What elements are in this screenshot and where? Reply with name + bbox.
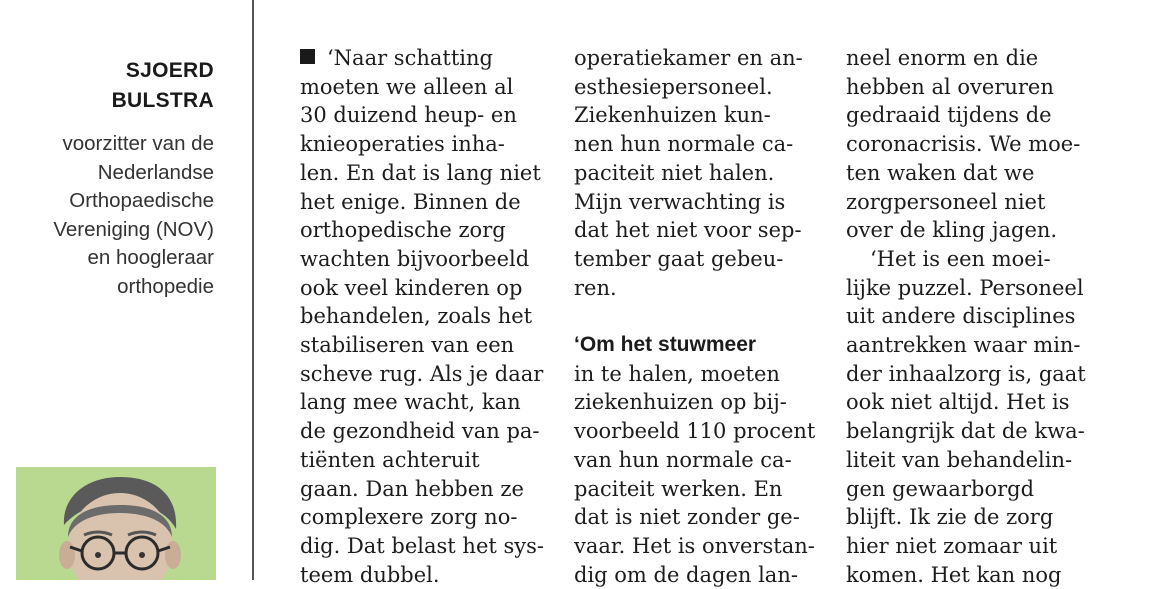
pull-quote-heading: ‘Om het stuwmeer	[574, 333, 757, 357]
article-line: knieoperaties inha-	[300, 132, 505, 157]
article-line: 30 duizend heup- en	[300, 103, 517, 128]
article-line: ten waken dat we	[846, 160, 1035, 185]
article-line: paciteit werken. En	[574, 476, 783, 501]
byline-sidebar	[0, 0, 232, 580]
author-last-name: BULSTRA	[111, 89, 214, 112]
article-line: het enige. Binnen de	[300, 189, 521, 214]
article-line: dat het niet voor sep-	[574, 218, 802, 243]
article-line: nen hun normale ca-	[574, 132, 794, 157]
article-line: dig om de dagen lan-	[574, 562, 798, 587]
article-line: der inhaalzorg is, gaat	[846, 361, 1086, 386]
article-line: zorgpersoneel niet	[846, 189, 1046, 214]
article-line: blijft. Ik zie de zorg	[846, 505, 1054, 530]
article-line: Mijn verwachting is	[574, 189, 786, 214]
article-line: van hun normale ca-	[574, 447, 792, 472]
article-line: stabiliseren van een	[300, 333, 515, 358]
article-line: lang mee wacht, kan	[300, 390, 521, 415]
article-column-3	[846, 44, 1094, 589]
article-line: hebben al overuren	[846, 74, 1054, 99]
article-line: neel enorm en die	[846, 46, 1039, 70]
role-line: orthopedie	[117, 274, 214, 298]
article-line: moeten we alleen al	[300, 74, 514, 99]
article-line: liteit van behandelin-	[846, 447, 1073, 472]
article-line: uit andere disciplines	[846, 304, 1076, 329]
article-line: gedraaid tijdens de	[846, 103, 1052, 128]
article-line: len. En dat is lang niet	[300, 160, 541, 185]
column-divider	[252, 0, 254, 580]
article-line: in te halen, moeten	[574, 361, 780, 386]
article-line: ren.	[574, 275, 617, 300]
article-line: hier niet zomaar uit	[846, 533, 1058, 558]
article-line: wachten bijvoorbeeld	[300, 246, 530, 271]
article-line: behandelen, zoals het	[300, 304, 533, 329]
article-line: ook niet altijd. Het is	[846, 390, 1070, 415]
author-role	[53, 130, 214, 302]
article-line: ‘Het is een moei-	[870, 246, 1051, 271]
article-column-1	[300, 44, 548, 589]
article-line: tember gaat gebeu-	[574, 246, 784, 271]
article-column-2	[574, 44, 822, 589]
article-line: operatiekamer en an-	[574, 46, 803, 70]
role-line: Nederlandse	[97, 160, 214, 184]
article-line: dig. Dat belast het sys-	[300, 533, 545, 558]
article-line: Ziekenhuizen kun-	[574, 103, 771, 128]
article-line: gen gewaarborgd	[846, 476, 1035, 501]
author-first-name: SJOERD	[125, 59, 214, 82]
article-line: gaan. Dan hebben ze	[300, 476, 524, 501]
portrait-illustration	[16, 467, 216, 580]
article-line: lijke puzzel. Personeel	[846, 275, 1084, 300]
paragraph-gap	[574, 302, 822, 331]
article-line: voorbeeld 110 procent	[574, 419, 816, 444]
article-line: orthopedische zorg	[300, 218, 506, 243]
article-line: coronacrisis. We moe-	[846, 132, 1081, 157]
article-line: vaar. Het is onverstan-	[574, 533, 815, 558]
role-line: en hoogleraar	[87, 246, 214, 270]
article-line: dat is niet zonder ge-	[574, 505, 800, 530]
article-line: over de kling jagen.	[846, 218, 1058, 243]
role-line: Vereniging (NOV)	[53, 217, 214, 241]
role-line: voorzitter van de	[62, 132, 214, 155]
article-line: komen. Het kan nog	[846, 562, 1062, 587]
article-line: aantrekken waar min-	[846, 333, 1081, 358]
article-line: tiënten achteruit	[300, 447, 480, 472]
article-line: ook veel kinderen op	[300, 275, 523, 300]
article-line: esthesiepersoneel.	[574, 74, 773, 99]
article-line-first: ‘Naar schatting	[300, 44, 548, 73]
article-line: ziekenhuizen op bij-	[574, 390, 787, 415]
square-bullet-icon	[300, 49, 315, 64]
role-line: Orthopaedische	[69, 189, 214, 213]
author-name	[112, 56, 214, 116]
article-line: complexere zorg no-	[300, 505, 518, 530]
author-portrait-photo	[16, 467, 216, 580]
article-line: paciteit niet halen.	[574, 160, 775, 185]
article-line: teem dubbel.	[300, 562, 440, 587]
article-line: belangrijk dat de kwa-	[846, 419, 1085, 444]
article-line: de gezondheid van pa-	[300, 419, 540, 444]
article-line: scheve rug. Als je daar	[300, 361, 544, 386]
